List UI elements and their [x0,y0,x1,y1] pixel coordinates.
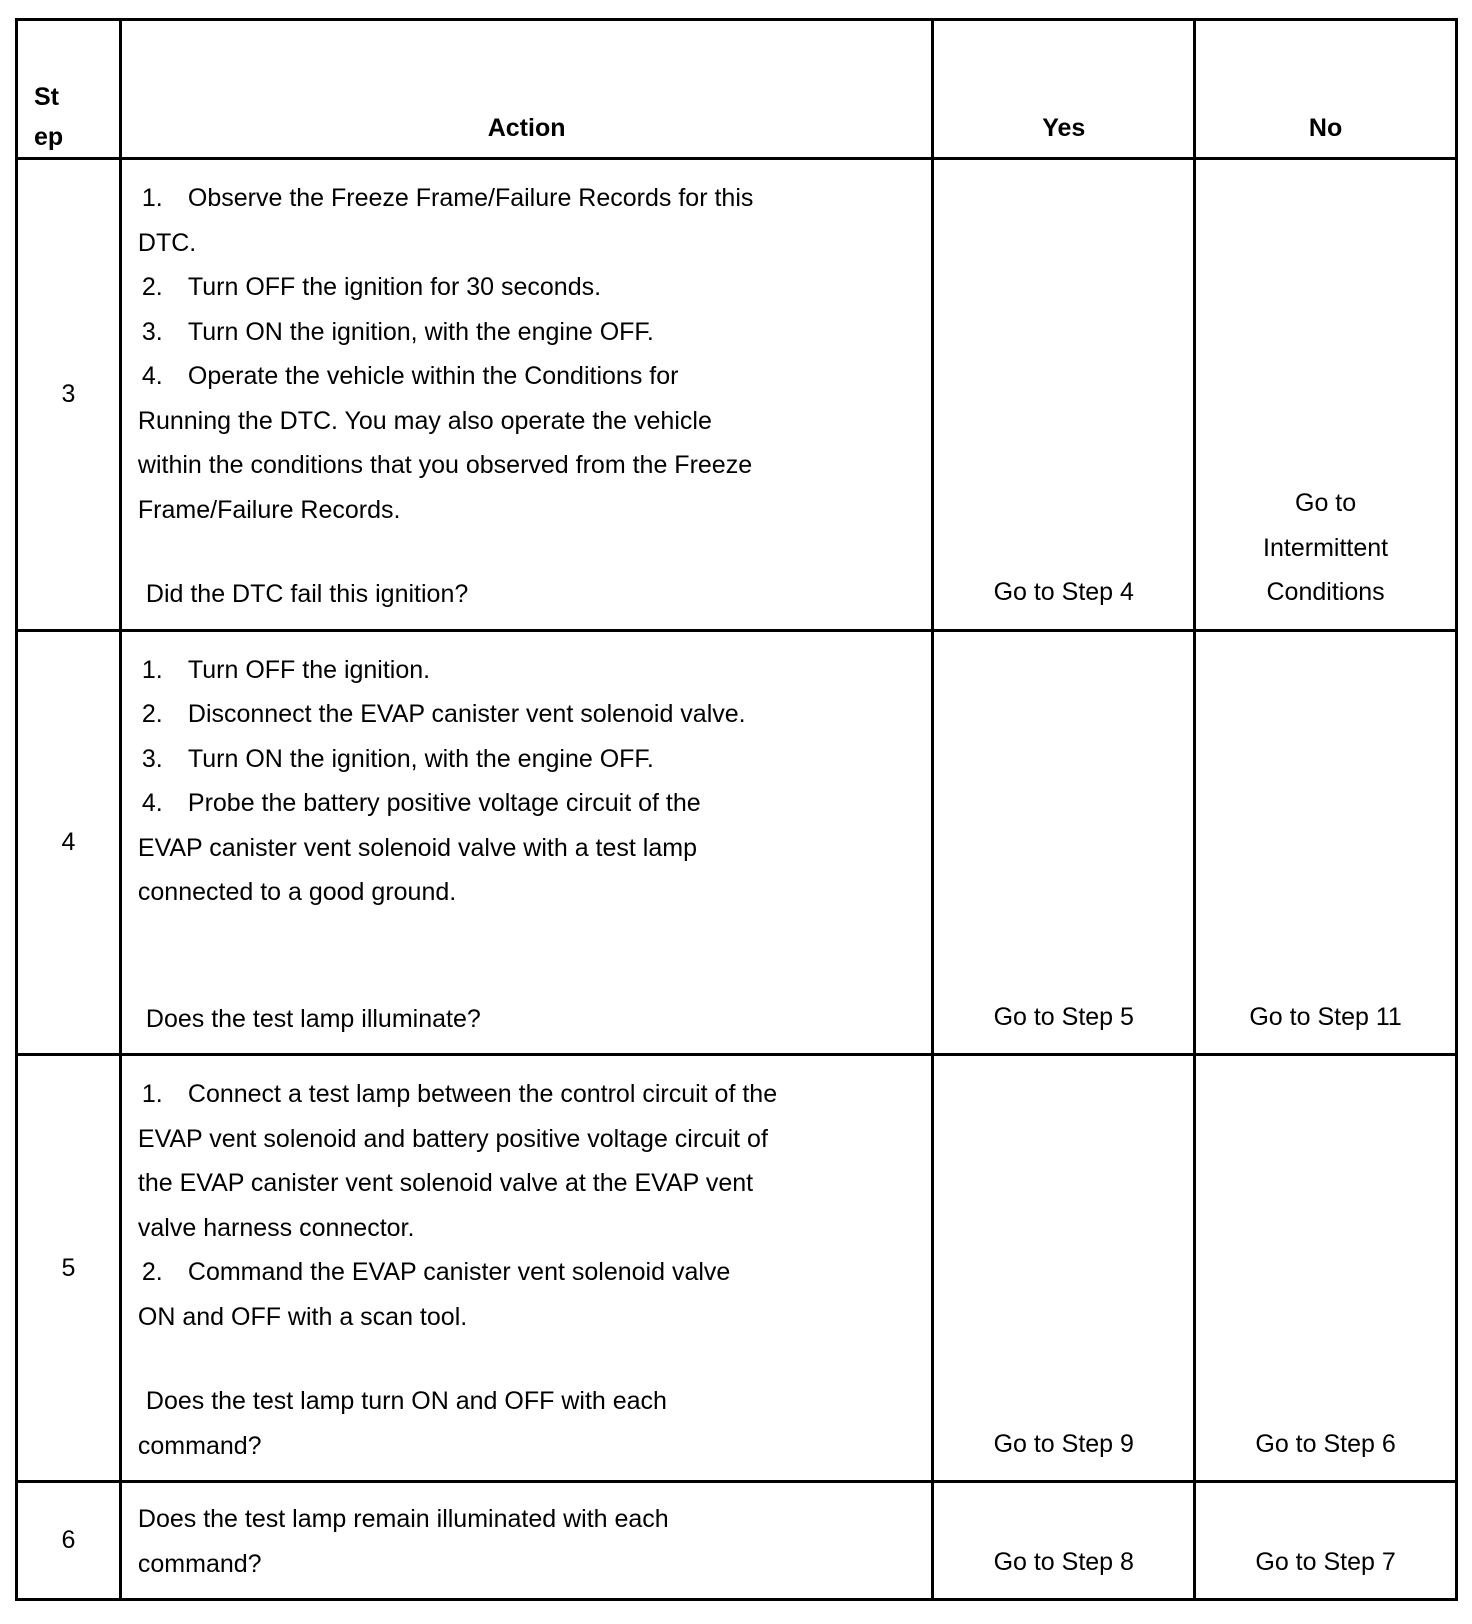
action-cell [120,159,932,631]
header-row [17,20,1457,159]
list-item: 2. Disconnect the EVAP canister vent solenoid valve. [141,700,746,728]
list-item: 3. Turn ON the ignition, with the engine OFF. [141,317,654,346]
table-row [17,159,1457,631]
header-yes: Yes [933,20,1195,159]
yes-cell: Go to Step 8 [933,1482,1195,1600]
table-row [17,1055,1457,1482]
action-cell [120,1482,932,1600]
list-item: Running the DTC. You may also operate the vehicle [137,406,712,435]
question: Does the test lamp illuminate? [145,1004,481,1033]
header-step [17,20,121,159]
yes-cell: Go to Step 5 [933,630,1195,1055]
list-item: valve harness connector. [137,1213,415,1242]
list-item: 1. Turn OFF the ignition. [141,655,431,684]
no-cell: Go to Step 6 [1195,1055,1457,1482]
list-item: EVAP canister vent solenoid valve with a test lamp [137,833,697,862]
list-item: 1. Connect a test lamp between the control circuit of the [141,1080,778,1108]
question-line: command? [137,1431,262,1460]
list-item: EVAP vent solenoid and battery positive voltage circuit of [137,1124,768,1153]
list-item: within the conditions that you observed from the Freeze [137,451,753,479]
question-line: Does the test lamp remain illuminated with each [137,1505,669,1533]
list-item: 4. Operate the vehicle within the Conditions for [141,362,679,390]
list-item: connected to a good ground. [137,878,457,906]
list-item: DTC. [137,228,197,257]
list-item: 1. Observe the Freeze Frame/Failure Records for this [141,184,754,212]
yes-cell: Go to Step 9 [933,1055,1195,1482]
action-cell [120,630,932,1055]
list-item: 2. Command the EVAP canister vent solenoid valve [141,1258,731,1286]
header-no: No [1195,20,1457,159]
header-action: Action [120,20,932,159]
no-cell: Go to Intermittent Conditions [1195,159,1457,631]
header-step-line2: ep [34,123,64,151]
list-item: Frame/Failure Records. [137,495,401,524]
question: Did the DTC fail this ignition? [145,580,469,608]
no-cell: Go to Step 7 [1195,1482,1457,1600]
list-item: 4. Probe the battery positive voltage circuit of the [141,789,701,817]
list-item: the EVAP canister vent solenoid valve at the EVAP vent [137,1169,754,1197]
list-item: 2. Turn OFF the ignition for 30 seconds. [141,273,602,301]
step-number: 5 [17,1055,121,1482]
step-number: 6 [17,1482,121,1600]
list-item: ON and OFF with a scan tool. [137,1302,468,1331]
yes-cell: Go to Step 4 [933,159,1195,631]
header-step-line1: St [34,83,59,111]
question-line: command? [137,1549,262,1578]
no-cell: Go to Step 11 [1195,630,1457,1055]
table-row [17,630,1457,1055]
step-number: 3 [17,159,121,631]
diagnostic-steps-table [15,18,1458,1601]
question-line: Does the test lamp turn ON and OFF with each [145,1387,667,1415]
action-cell [120,1055,932,1482]
table-row [17,1482,1457,1600]
step-number: 4 [17,630,121,1055]
list-item: 3. Turn ON the ignition, with the engine OFF. [141,744,654,773]
